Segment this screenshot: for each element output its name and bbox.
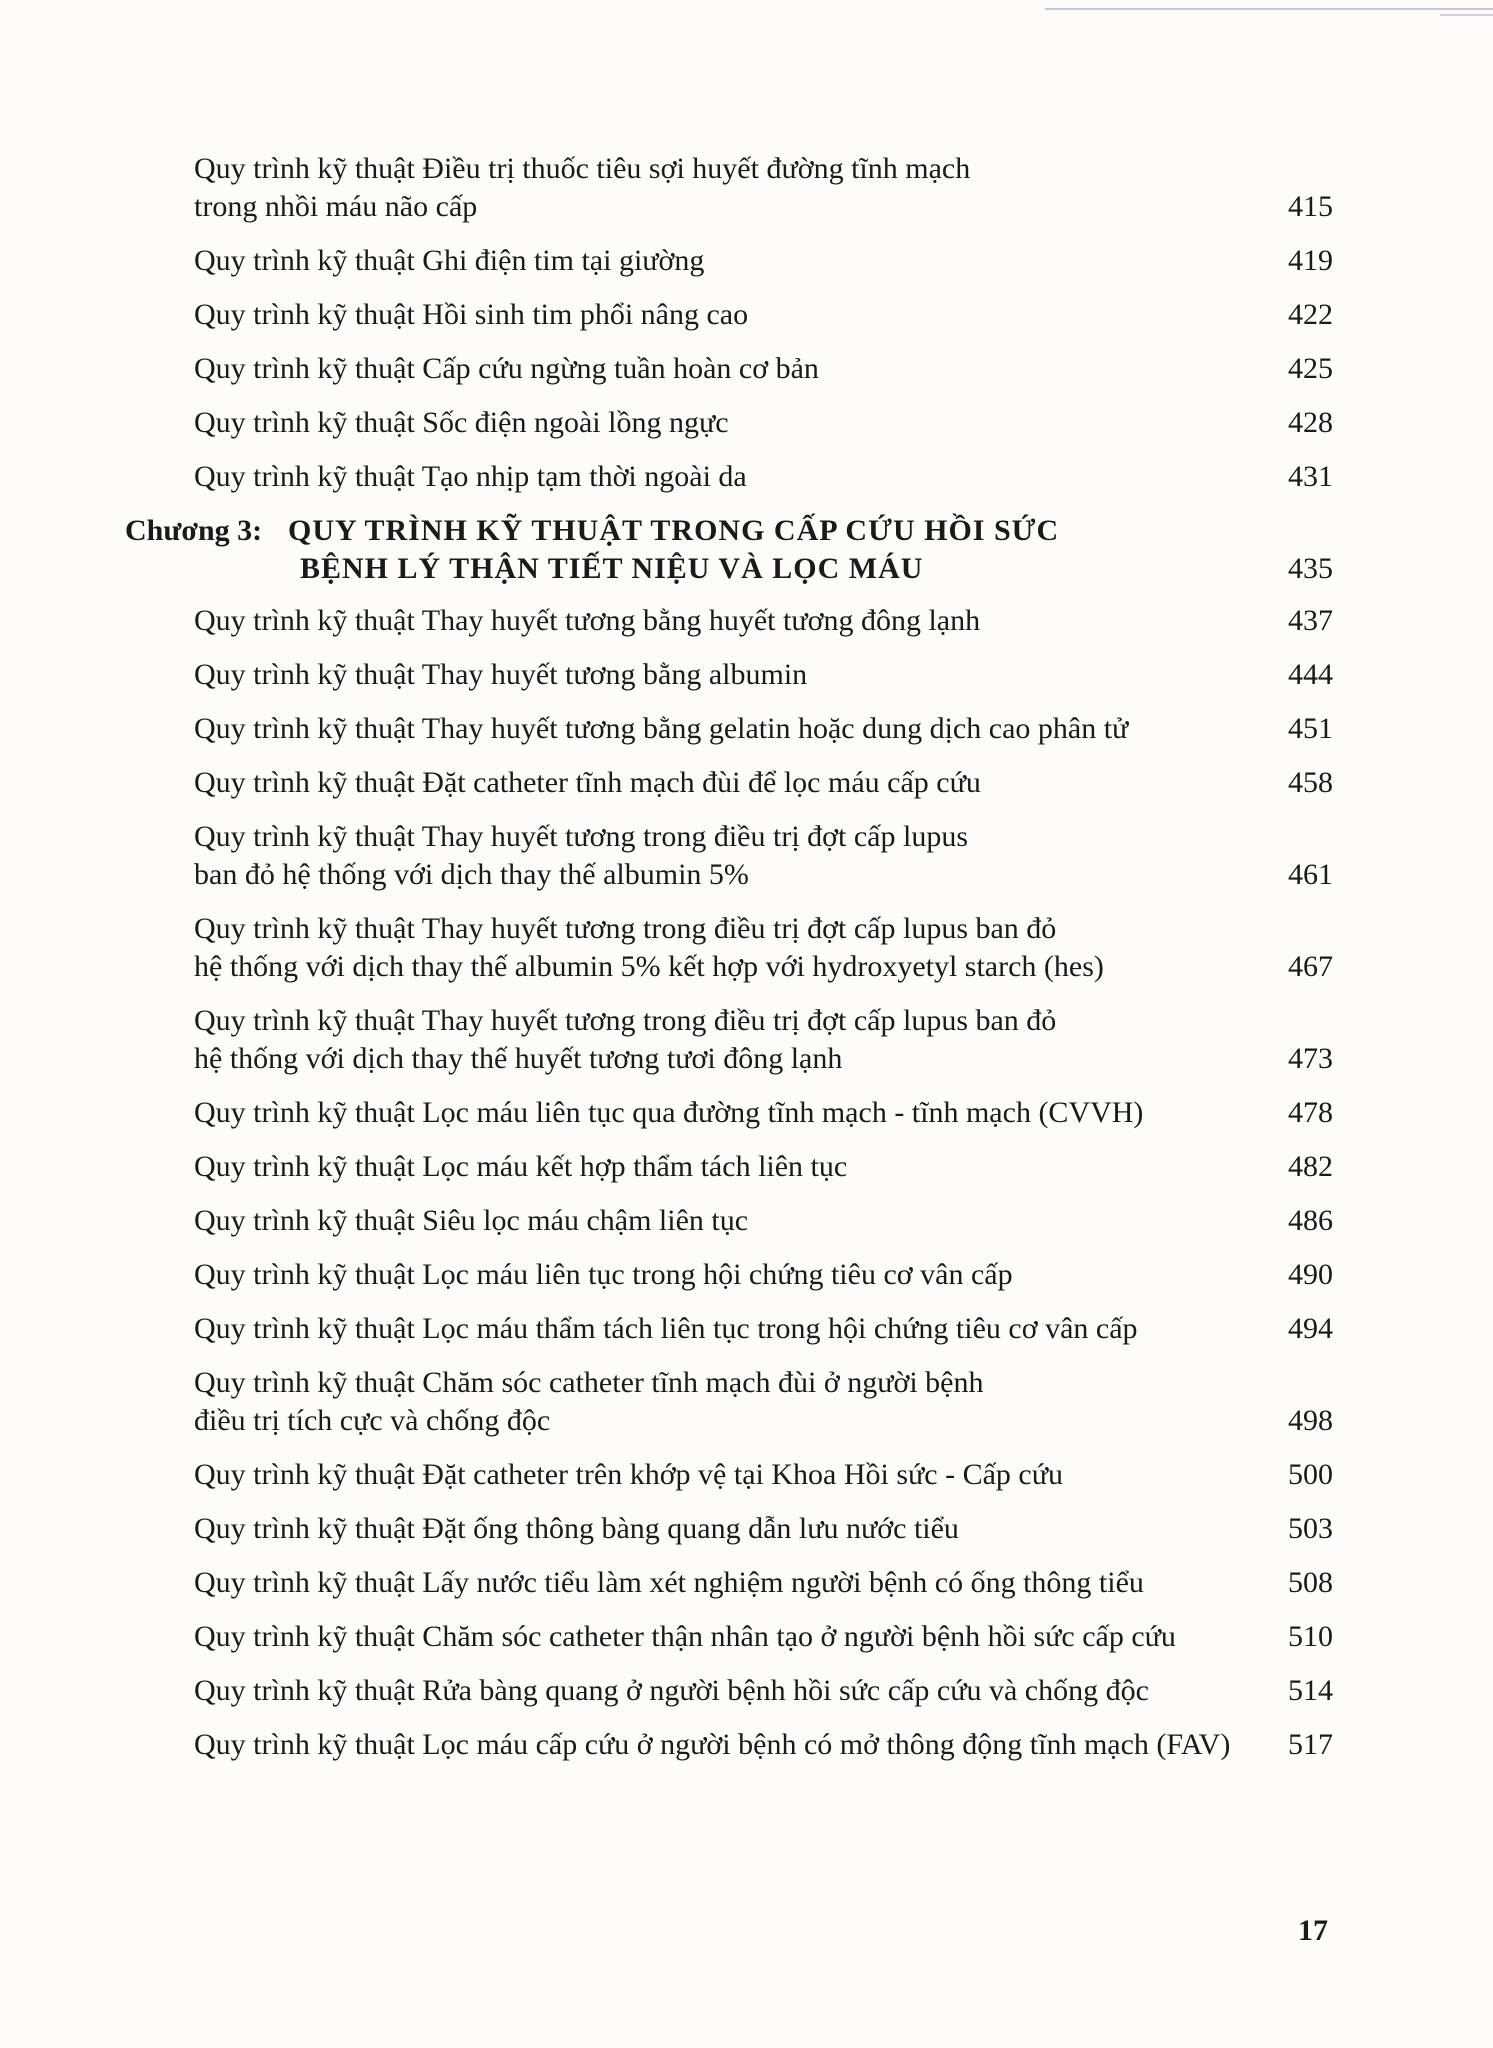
toc-entry-page: 425: [1288, 352, 1333, 385]
toc-entry-title: [194, 458, 1244, 496]
toc-entry-line: Quy trình kỹ thuật Tạo nhịp tạm thời ngoài da: [194, 460, 747, 493]
toc-entry-title: [194, 1672, 1244, 1710]
toc-entry-line: Quy trình kỹ thuật Rửa bàng quang ở người bệnh hồi sức cấp cứu và chống độc: [194, 1674, 1149, 1707]
toc-entry-line: Quy trình kỹ thuật Đặt catheter tĩnh mạch đùi để lọc máu cấp cứu: [194, 766, 981, 799]
toc-entry-page: 451: [1288, 712, 1333, 745]
toc-entry-title: [194, 150, 1244, 226]
toc-entry-title: [194, 1510, 1244, 1548]
toc-entry-line: Quy trình kỹ thuật Thay huyết tương trong điều trị đợt cấp lupus ban đỏ: [194, 1004, 1057, 1037]
toc-entry-title: [194, 1726, 1244, 1764]
chapter-title-line2: BỆNH LÝ THẬN TIẾT NIỆU VÀ LỌC MÁU: [300, 552, 924, 585]
toc-entry-title: [194, 1094, 1244, 1132]
toc-entry-title: [194, 656, 1244, 694]
toc-entry: [0, 1726, 1493, 1764]
toc-entry: [0, 1510, 1493, 1548]
toc-entry: [0, 602, 1493, 640]
toc-entry-page: 467: [1288, 950, 1333, 983]
toc-entry-page: 428: [1288, 406, 1333, 439]
toc-entry: [0, 818, 1493, 894]
toc-entry-line: Quy trình kỹ thuật Chăm sóc catheter tĩnh mạch đùi ở người bệnh: [194, 1366, 984, 1399]
toc-entry: [0, 1310, 1493, 1348]
toc-entry: [0, 1256, 1493, 1294]
chapter-title-line1: QUY TRÌNH KỸ THUẬT TRONG CẤP CỨU HỒI SỨC: [288, 514, 1060, 547]
chapter-prefix: Chương 3:: [125, 514, 263, 547]
toc-entry-page: 490: [1288, 1258, 1333, 1291]
toc-entry-line: Quy trình kỹ thuật Ghi điện tim tại giường: [194, 244, 705, 277]
toc-entry-line: Quy trình kỹ thuật Lọc máu liên tục trong hội chứng tiêu cơ vân cấp: [194, 1258, 1013, 1291]
toc-entry-title: [194, 1202, 1244, 1240]
scan-edge-line: [1440, 14, 1493, 16]
toc-entry: [0, 1202, 1493, 1240]
toc-entry-page: 458: [1288, 766, 1333, 799]
toc-entry: [0, 1564, 1493, 1602]
toc-entry-line: Quy trình kỹ thuật Đặt ống thông bàng quang dẫn lưu nước tiểu: [194, 1512, 959, 1545]
toc-entry-line: hệ thống với dịch thay thế albumin 5% kết hợp với hydroxyetyl starch (hes): [194, 950, 1104, 983]
toc-entry-line: Quy trình kỹ thuật Siêu lọc máu chậm liên tục: [194, 1204, 749, 1237]
toc-entry-page: 461: [1288, 858, 1333, 891]
toc-entry-page: 415: [1288, 190, 1333, 223]
toc-entry-title: [194, 242, 1244, 280]
toc-entry-title: [194, 296, 1244, 334]
toc-entry-title: [194, 1148, 1244, 1186]
toc-entry: [0, 242, 1493, 280]
toc-entry: [0, 1002, 1493, 1078]
toc-entry: [0, 1672, 1493, 1710]
toc-entry-page: 503: [1288, 1512, 1333, 1545]
toc-entry: [0, 458, 1493, 496]
toc-entry-title: [194, 1618, 1244, 1656]
toc-entry-line: Quy trình kỹ thuật Cấp cứu ngừng tuần hoàn cơ bản: [194, 352, 819, 385]
toc-entry-page: 431: [1288, 460, 1333, 493]
toc-entry-title: [194, 404, 1244, 442]
toc-entry-title: [194, 1456, 1244, 1494]
toc-entry: [0, 150, 1493, 226]
toc-entry-line: trong nhồi máu não cấp: [194, 190, 478, 223]
toc-entry: [0, 1456, 1493, 1494]
toc-entry-page: 500: [1288, 1458, 1333, 1491]
toc-entry-line: Quy trình kỹ thuật Lọc máu kết hợp thẩm tách liên tục: [194, 1150, 848, 1183]
toc-entry-title: [194, 350, 1244, 388]
toc-entry-line: Quy trình kỹ thuật Lọc máu liên tục qua đường tĩnh mạch - tĩnh mạch (CVVH): [194, 1096, 1144, 1129]
toc-entry: [0, 350, 1493, 388]
toc-entry-page: 444: [1288, 658, 1333, 691]
toc-entry-title: [194, 710, 1244, 748]
toc-entry-line: Quy trình kỹ thuật Thay huyết tương trong điều trị đợt cấp lupus ban đỏ: [194, 912, 1057, 945]
toc-entry: [0, 296, 1493, 334]
toc-entry-line: Quy trình kỹ thuật Thay huyết tương bằng huyết tương đông lạnh: [194, 604, 981, 637]
toc-entry-line: Quy trình kỹ thuật Thay huyết tương bằng albumin: [194, 658, 808, 691]
scan-edge-line: [1045, 8, 1493, 10]
toc-entry-title: [194, 764, 1244, 802]
toc-entry: [0, 910, 1493, 986]
toc-entry: [0, 1364, 1493, 1440]
toc-entry-page: 498: [1288, 1404, 1333, 1437]
toc-entry-page: 419: [1288, 244, 1333, 277]
toc-entry-title: [194, 1564, 1244, 1602]
toc-entry-title: [194, 818, 1244, 894]
toc-entry-page: 517: [1288, 1728, 1333, 1761]
toc-entry-line: Quy trình kỹ thuật Lấy nước tiểu làm xét nghiệm người bệnh có ống thông tiểu: [194, 1566, 1144, 1599]
toc-entry-title: [194, 1310, 1244, 1348]
table-of-contents: [0, 150, 1493, 1780]
toc-entry-line: Quy trình kỹ thuật Chăm sóc catheter thận nhân tạo ở người bệnh hồi sức cấp cứu: [194, 1620, 1176, 1653]
toc-entry: [0, 656, 1493, 694]
toc-entry-line: Quy trình kỹ thuật Thay huyết tương trong điều trị đợt cấp lupus: [194, 820, 968, 853]
chapter-heading: [0, 512, 1493, 588]
toc-entry-line: hệ thống với dịch thay thế huyết tương tươi đông lạnh: [194, 1042, 843, 1075]
toc-entry-line: Quy trình kỹ thuật Hồi sinh tim phổi nâng cao: [194, 298, 749, 331]
toc-entry: [0, 404, 1493, 442]
toc-entry-page: 508: [1288, 1566, 1333, 1599]
toc-entry-line: Quy trình kỹ thuật Lọc máu thẩm tách liên tục trong hội chứng tiêu cơ vân cấp: [194, 1312, 1138, 1345]
toc-entry: [0, 1094, 1493, 1132]
toc-entry-line: Quy trình kỹ thuật Thay huyết tương bằng gelatin hoặc dung dịch cao phân tử: [194, 712, 1129, 745]
toc-entry-title: [194, 1364, 1244, 1440]
chapter-page: 435: [1288, 552, 1333, 585]
toc-entry: [0, 1618, 1493, 1656]
toc-entry-page: 514: [1288, 1674, 1333, 1707]
toc-entry-title: [194, 910, 1244, 986]
toc-entry: [0, 764, 1493, 802]
toc-entry: [0, 1148, 1493, 1186]
toc-entry-page: 478: [1288, 1096, 1333, 1129]
toc-entry-page: 437: [1288, 604, 1333, 637]
toc-entry-page: 482: [1288, 1150, 1333, 1183]
toc-entry: [0, 710, 1493, 748]
toc-entry-page: 510: [1288, 1620, 1333, 1653]
toc-entry-title: [194, 1002, 1244, 1078]
toc-entry-page: 422: [1288, 298, 1333, 331]
toc-entry-page: 486: [1288, 1204, 1333, 1237]
toc-entry-line: Quy trình kỹ thuật Lọc máu cấp cứu ở người bệnh có mở thông động tĩnh mạch (FAV): [194, 1728, 1231, 1761]
toc-entry-line: điều trị tích cực và chống độc: [194, 1404, 551, 1437]
toc-entry-line: Quy trình kỹ thuật Đặt catheter trên khớp vệ tại Khoa Hồi sức - Cấp cứu: [194, 1458, 1063, 1491]
toc-entry-line: Quy trình kỹ thuật Điều trị thuốc tiêu sợi huyết đường tĩnh mạch: [194, 152, 971, 185]
toc-entry-line: ban đỏ hệ thống với dịch thay thế albumin 5%: [194, 858, 749, 891]
toc-entry-title: [194, 1256, 1244, 1294]
toc-entry-title: [194, 602, 1244, 640]
toc-entry-page: 473: [1288, 1042, 1333, 1075]
toc-entry-line: Quy trình kỹ thuật Sốc điện ngoài lồng ngực: [194, 406, 729, 439]
toc-entry-page: 494: [1288, 1312, 1333, 1345]
page-number: 17: [1298, 1914, 1328, 1947]
